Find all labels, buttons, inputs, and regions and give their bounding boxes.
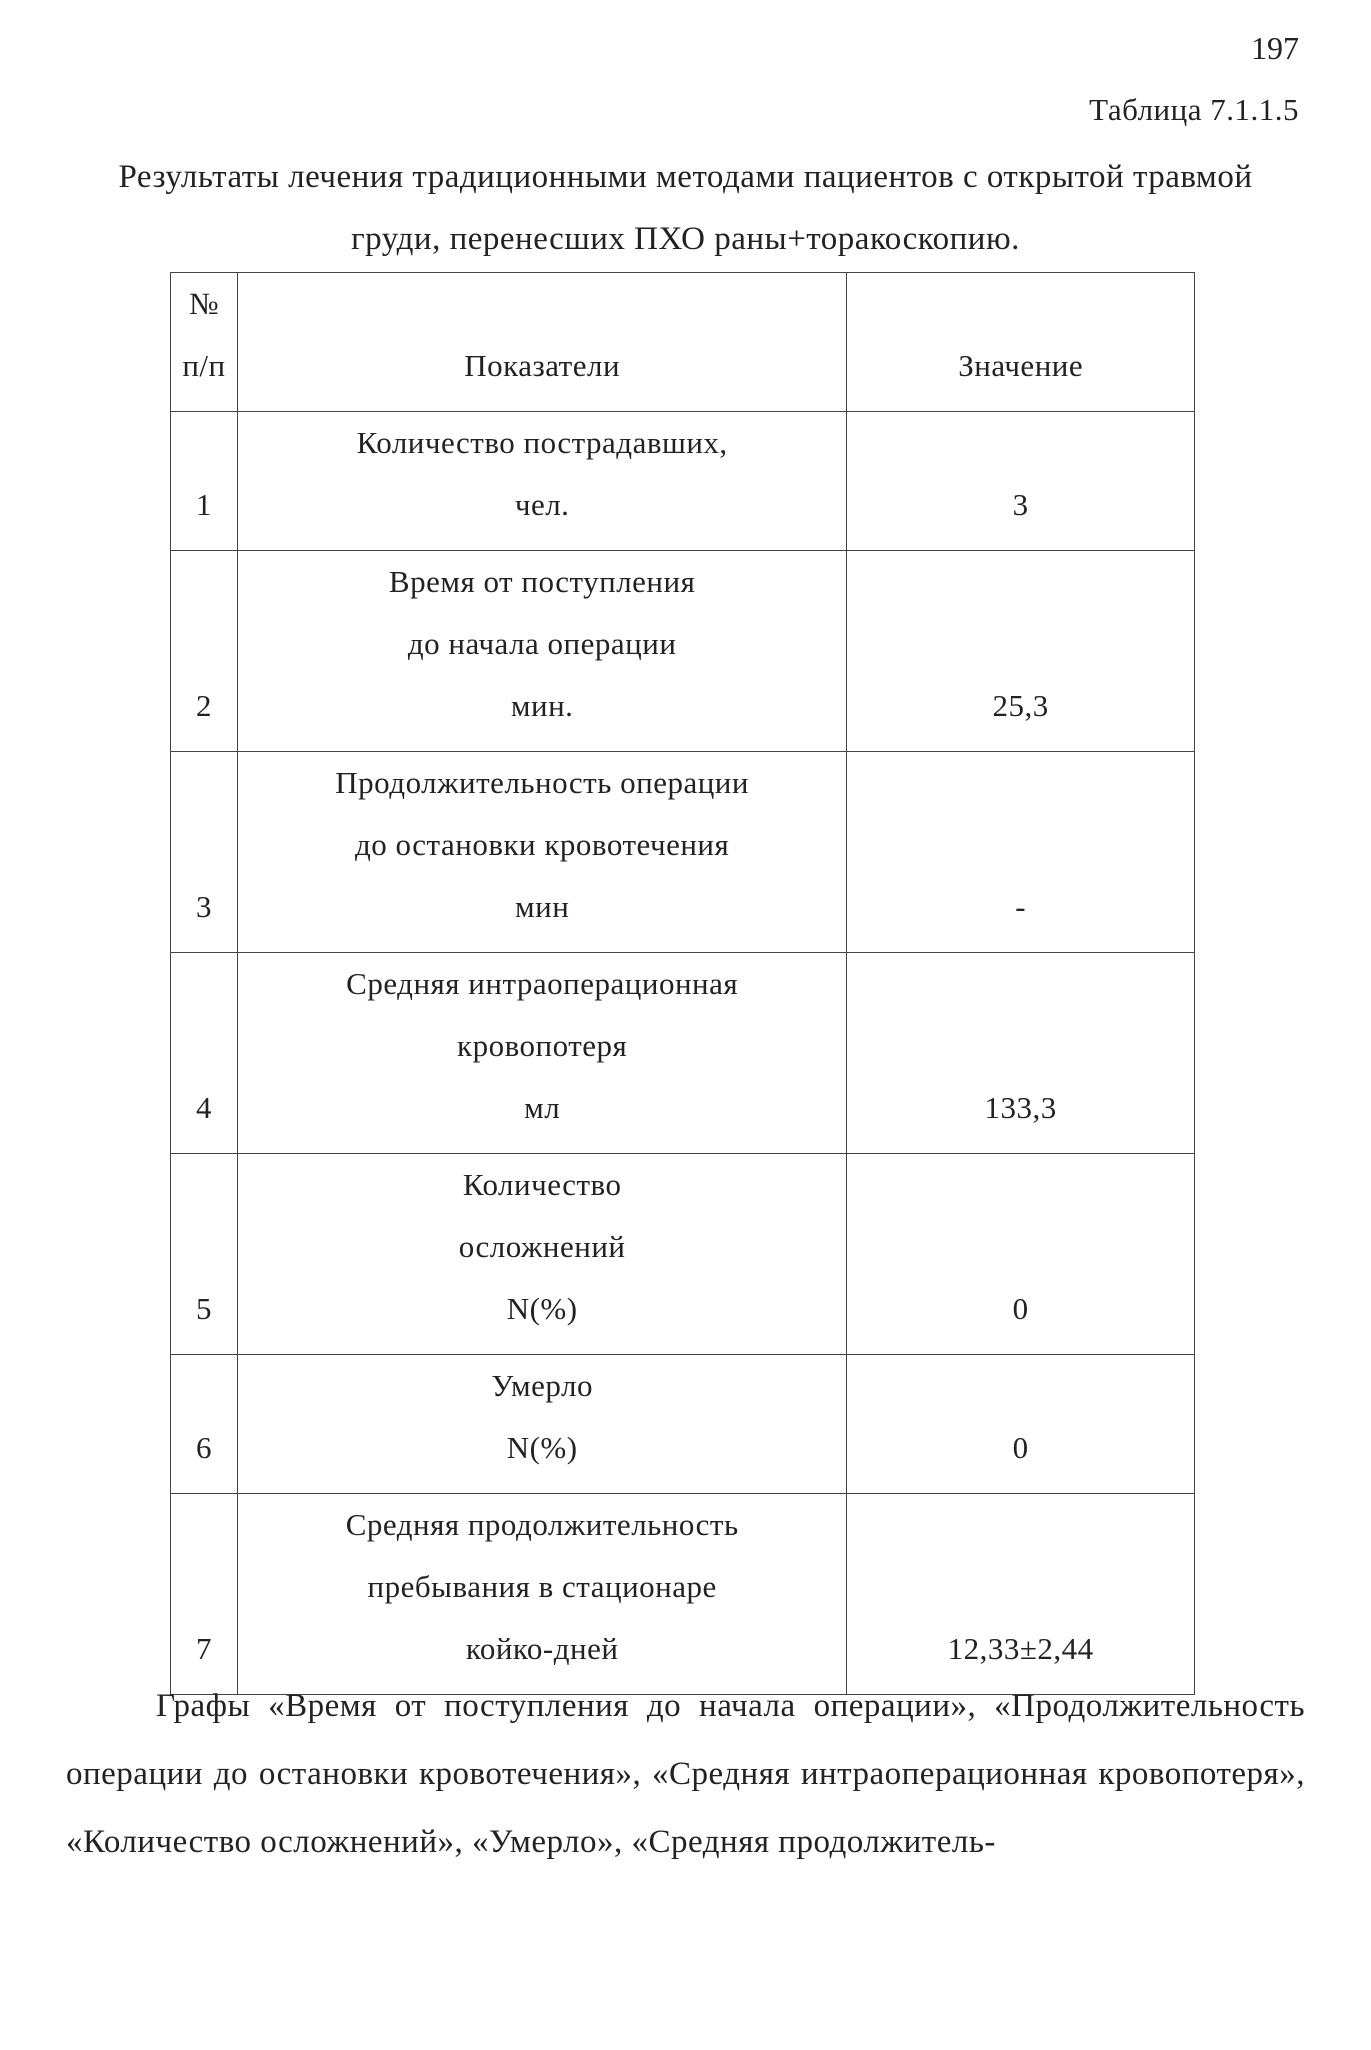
- indicator-line: до остановки кровотечения: [355, 827, 730, 862]
- row-indicator: [237, 1355, 846, 1494]
- table-body: [171, 412, 1195, 1695]
- row-value: 0: [847, 1154, 1195, 1355]
- row-value: -: [847, 752, 1195, 953]
- row-indicator: [237, 412, 846, 551]
- indicator-line: Количество пострадавших,: [356, 425, 728, 460]
- row-value: 3: [847, 412, 1195, 551]
- row-indicator: [237, 752, 846, 953]
- table-row: [171, 412, 1195, 551]
- row-number: 1: [171, 412, 238, 551]
- row-number: 2: [171, 551, 238, 752]
- row-indicator: [237, 953, 846, 1154]
- caption-line: Результаты лечения традиционными методами пациентов с открытой травмой: [118, 159, 1253, 195]
- body-paragraph: [66, 1672, 1305, 1876]
- row-value: 12,33±2,44: [847, 1494, 1195, 1695]
- indicator-line: мл: [524, 1090, 561, 1125]
- row-number: 3: [171, 752, 238, 953]
- row-number: 5: [171, 1154, 238, 1355]
- table-row: [171, 953, 1195, 1154]
- header-value: Значение: [847, 273, 1195, 412]
- page-number: 197: [1251, 30, 1299, 66]
- indicator-line: Продолжительность операции: [335, 765, 749, 800]
- row-value: 133,3: [847, 953, 1195, 1154]
- indicator-line: до начала операции: [407, 626, 677, 661]
- row-number: 4: [171, 953, 238, 1154]
- indicator-line: пребывания в стационаре: [367, 1569, 717, 1604]
- header-number: [171, 273, 238, 412]
- results-table: [170, 272, 1195, 1695]
- indicator-line: Умерло: [491, 1368, 593, 1403]
- row-value: 25,3: [847, 551, 1195, 752]
- row-number: 7: [171, 1494, 238, 1695]
- row-indicator: [237, 551, 846, 752]
- table-label: Таблица 7.1.1.5: [1089, 92, 1299, 127]
- row-indicator: [237, 1154, 846, 1355]
- table-caption: [60, 146, 1311, 270]
- header-number-abbr: п/п: [182, 348, 226, 383]
- indicator-line: N(%): [506, 1430, 578, 1465]
- row-indicator: [237, 1494, 846, 1695]
- paragraph-text: Графы «Время от поступления до начала операции», «Продолжительность операции до остановки кровотечения», «Средняя интраоперационная кровопотеря», «Количество осложнений», «Умерло», «Средняя продолжитель-: [66, 1688, 1305, 1860]
- table-row: [171, 1494, 1195, 1695]
- table-row: [171, 551, 1195, 752]
- table-header-row: [171, 273, 1195, 412]
- row-value: 0: [847, 1355, 1195, 1494]
- indicator-line: кровопотеря: [457, 1028, 628, 1063]
- indicator-line: осложнений: [458, 1229, 626, 1264]
- indicator-line: мин.: [510, 688, 574, 723]
- indicator-line: чел.: [514, 487, 570, 522]
- indicator-line: мин: [515, 889, 570, 924]
- header-indicator: Показатели: [237, 273, 846, 412]
- table-row: [171, 1154, 1195, 1355]
- indicator-line: Количество: [462, 1167, 622, 1202]
- indicator-line: Время от поступления: [388, 564, 696, 599]
- indicator-line: N(%): [506, 1291, 578, 1326]
- indicator-line: койко-дней: [465, 1631, 619, 1666]
- table-row: [171, 1355, 1195, 1494]
- table-row: [171, 752, 1195, 953]
- row-number: 6: [171, 1355, 238, 1494]
- indicator-line: Средняя продолжительность: [345, 1507, 739, 1542]
- header-number-symbol: №: [188, 286, 220, 321]
- caption-line: груди, перенесших ПХО раны+торакоскопию.: [351, 221, 1020, 257]
- indicator-line: Средняя интраоперационная: [346, 966, 739, 1001]
